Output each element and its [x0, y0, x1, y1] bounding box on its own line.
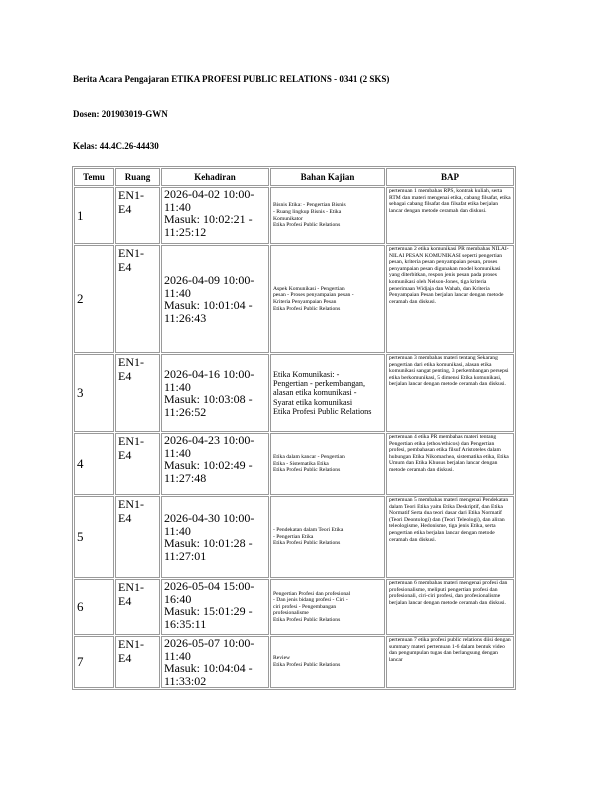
- attendance-line: Masuk: 15:01:29 -: [164, 604, 253, 618]
- column-header-bahan-kajian: Bahan Kajian: [270, 168, 385, 186]
- material-line: Kriteria Penyampaian Pesan: [273, 299, 337, 305]
- material-line: - Pendekatan dalam Teori Etika: [273, 527, 344, 534]
- attendance-cell: [161, 496, 269, 578]
- material-line: Etika dalam kancar - Pengertian: [273, 454, 345, 461]
- attendance-line: Masuk: 10:04:04 -: [164, 661, 253, 675]
- material-line: Etika Profesi Public Relations: [273, 406, 372, 416]
- bap-text: pertemuan 1 membahas RPS, kontrak kuliah, serta RTM dan materi mengenai etika, cabang filsafat, etika sebagai cabang filsafat dan filsafat etika berjalan lancar dengan metode ceramah dan diskusi.: [389, 188, 511, 214]
- bap-cell: [386, 496, 514, 578]
- attendance-line: Masuk: 10:02:49 -: [164, 458, 253, 472]
- material-line: - Ruang lingkup Bisnis - Etika: [273, 208, 342, 215]
- bap-text: pertemuan 4 etika PR membahas materi tentang Pengertian etika (ethos/ethicos) dan Pengertian profesi, pembahasan etika filsuf Aristoteles dalam hubungan Etika Nikomachea, sistematika etika, Etika Umum dan Etika Khusus berjalan lancar dengan metode ceramah dan diskusi.: [389, 434, 509, 473]
- material-line: profesionalisme: [273, 610, 309, 617]
- attendance-line: Masuk: 10:02:21 -: [164, 212, 253, 226]
- meeting-number: 6: [74, 579, 114, 635]
- attendance-line: Masuk: 10:01:04 -: [164, 298, 253, 312]
- meeting-number: 2: [74, 245, 114, 353]
- attendance-line: Masuk: 10:01:28 -: [164, 536, 253, 550]
- attendance-line: 2026-04-30 10:00-: [164, 511, 255, 525]
- material-line: Etika Profesi Public Relations: [273, 662, 341, 668]
- bap-cell: [386, 354, 514, 432]
- meeting-number: 7: [74, 636, 114, 688]
- material-line: alasan etika komunikasi -: [273, 388, 357, 398]
- material-line: Etika - Sistematika Etika: [273, 460, 329, 467]
- attendance-line: 11:33:02: [164, 673, 207, 688]
- attendance-line: 2026-04-02 10:00-: [164, 187, 255, 201]
- attendance-line: 11:27:48: [164, 470, 207, 485]
- room-cell: EN1-E4: [115, 579, 160, 635]
- table-row: [74, 187, 514, 244]
- lecturer-line: Dosen: 201903019-GWN: [73, 109, 168, 119]
- attendance-cell: [161, 187, 269, 244]
- document-title: Berita Acara Pengajaran ETIKA PROFESI PUBLIC RELATIONS - 0341 (2 SKS): [73, 74, 390, 84]
- column-header-bap: BAP: [386, 168, 514, 186]
- attendance-line: 2026-04-16 10:00-: [164, 367, 255, 381]
- attendance-line: 11:26:52: [164, 404, 207, 419]
- teaching-record-table: [72, 166, 516, 690]
- table-row: [74, 579, 514, 635]
- bap-text: pertemuan 5 membahas materi mengenai Pendekatan dalam Teori Etika yaitu Etika Deskriptif, dan Etika Normatif Serta dua teori dasar dari Etika Normatif (Teori Deontologi) dan (Teori Teleologi), dan aliran teleologisme, Hedonisme, tiga jenis Etika, serta pengertian etika berjalan lancar dengan metode ceramah dan diskusi.: [389, 497, 509, 543]
- attendance-cell: [161, 245, 269, 353]
- attendance-line: 11:25:12: [164, 224, 207, 239]
- attendance-cell: [161, 433, 269, 495]
- material-line: Etika Komunikasi: -: [273, 369, 340, 379]
- study-material-cell: [270, 433, 385, 495]
- material-line: Etika Profesi Public Relations: [273, 305, 341, 312]
- material-line: Bisnis Etika: - Pengertian Bisnis: [273, 202, 346, 209]
- room-cell: EN1-E4: [115, 245, 160, 353]
- table-header-row: [74, 168, 514, 186]
- bap-cell: [386, 636, 514, 688]
- attendance-cell: [161, 636, 269, 688]
- attendance-line: 11:40: [164, 199, 191, 214]
- room-cell: EN1-E4: [115, 496, 160, 578]
- attendance-line: 2026-04-23 10:00-: [164, 433, 255, 447]
- material-line: Komunikator: [273, 215, 303, 222]
- material-line: Aspek Komunikasi - Pengertian: [273, 285, 345, 292]
- study-material-cell: [270, 187, 385, 244]
- study-material-cell: [270, 354, 385, 432]
- class-line: Kelas: 44.4C.26-44430: [73, 141, 159, 151]
- attendance-line: 11:27:01: [164, 548, 207, 563]
- bap-cell: [386, 433, 514, 495]
- column-header-kehadiran: Kehadiran: [161, 168, 269, 186]
- material-line: Etika Profesi Public Relations: [273, 616, 341, 623]
- meeting-number: 1: [74, 187, 114, 244]
- material-line: Review: [273, 655, 291, 662]
- attendance-cell: [161, 354, 269, 432]
- room-cell: EN1-E4: [115, 636, 160, 688]
- room-cell: EN1-E4: [115, 354, 160, 432]
- material-line: - Pengertian Etika: [273, 533, 314, 540]
- material-line: Pengertian - perkembangan,: [273, 379, 366, 389]
- table-row: [74, 496, 514, 578]
- study-material-cell: [270, 636, 385, 688]
- meeting-number: 3: [74, 354, 114, 432]
- material-line: Etika Profesi Public Relations: [273, 467, 341, 474]
- column-header-temu: Temu: [74, 168, 114, 186]
- room-cell: EN1-E4: [115, 433, 160, 495]
- attendance-line: 16:40: [164, 591, 192, 606]
- study-material-cell: [270, 579, 385, 635]
- material-line: Etika Profesi Public Relations: [273, 540, 341, 547]
- table-row: [74, 245, 514, 353]
- bap-text: pertemuan 7 etika profesi public relations diisi dengan summary materi pertemuan 1-6 dalam bentuk video dan pengumpulan tugas dan berlangsung dengan lancar: [389, 637, 511, 663]
- attendance-line: 2026-05-04 15:00-: [164, 579, 255, 593]
- attendance-line: 11:40: [164, 285, 191, 300]
- meeting-number: 5: [74, 496, 114, 578]
- study-material-cell: [270, 496, 385, 578]
- bap-text: pertemuan 2 etika komunikasi PR membahas NILAI-NILAI PESAN KOMUNIKASI seperti pengertian pesan, kriteria pesan penyampaian pesan, proses penyampaian pesan digunakan model komunikasi yang diterbitkan, respon jenis pesan pada proses komunikasi oleh Nelson-Jones, tiga kriteria penerimaan Widjaja dan Wahab, dan Kriteria Penyampaian Pesan berjalan lancar dengan metode ceramah dan diskusi.: [389, 246, 509, 305]
- material-line: ciri profesi - Pengembangan: [273, 603, 337, 610]
- attendance-line: 11:40: [164, 648, 191, 663]
- material-line: Syarat etika komunikasi: [273, 397, 353, 407]
- material-line: - Dan jenis bidang profesi - Ciri -: [273, 597, 348, 604]
- attendance-line: Masuk: 10:03:08 -: [164, 392, 253, 406]
- material-line: pesan - Proses penyampaian pesan -: [273, 292, 354, 299]
- meeting-number: 4: [74, 433, 114, 495]
- attendance-line: 2026-04-09 10:00-: [164, 273, 255, 287]
- material-line: Etika Profesi Public Relations: [273, 222, 341, 229]
- bap-text: pertemuan 6 membahas materi mengenai profesi dan profesionalisme, meliputi pengertian profesi dan profesionali, ciri-ciri profesi, dan profesionalisme berjalan lancar dengan metode ceramah dan diskusi.: [389, 580, 508, 606]
- attendance-cell: [161, 579, 269, 635]
- bap-cell: [386, 245, 514, 353]
- bap-text: pertemuan 3 membahas materi tentang Sekarang pengertian dari etika komunikasi, alasan etika komunikasi sangat penting, 3 perkembangan persepsi etika berkomunikasi, 5 dimensi Etika komunikasi, berjalan lancar dengan metode ceramah dan diskusi.: [389, 355, 509, 388]
- table-row: [74, 433, 514, 495]
- attendance-line: 11:40: [164, 523, 191, 538]
- attendance-line: 11:26:43: [164, 310, 207, 325]
- attendance-line: 2026-05-07 10:00-: [164, 636, 255, 650]
- attendance-line: 11:40: [164, 445, 191, 460]
- study-material-cell: [270, 245, 385, 353]
- bap-cell: [386, 579, 514, 635]
- table-row: [74, 354, 514, 432]
- column-header-ruang: Ruang: [115, 168, 160, 186]
- bap-cell: [386, 187, 514, 244]
- attendance-line: 16:35:11: [164, 616, 207, 631]
- room-cell: EN1-E4: [115, 187, 160, 244]
- attendance-line: 11:40: [164, 379, 191, 394]
- table-row: [74, 636, 514, 688]
- material-line: Pengertian Profesi dan profesional: [273, 590, 351, 597]
